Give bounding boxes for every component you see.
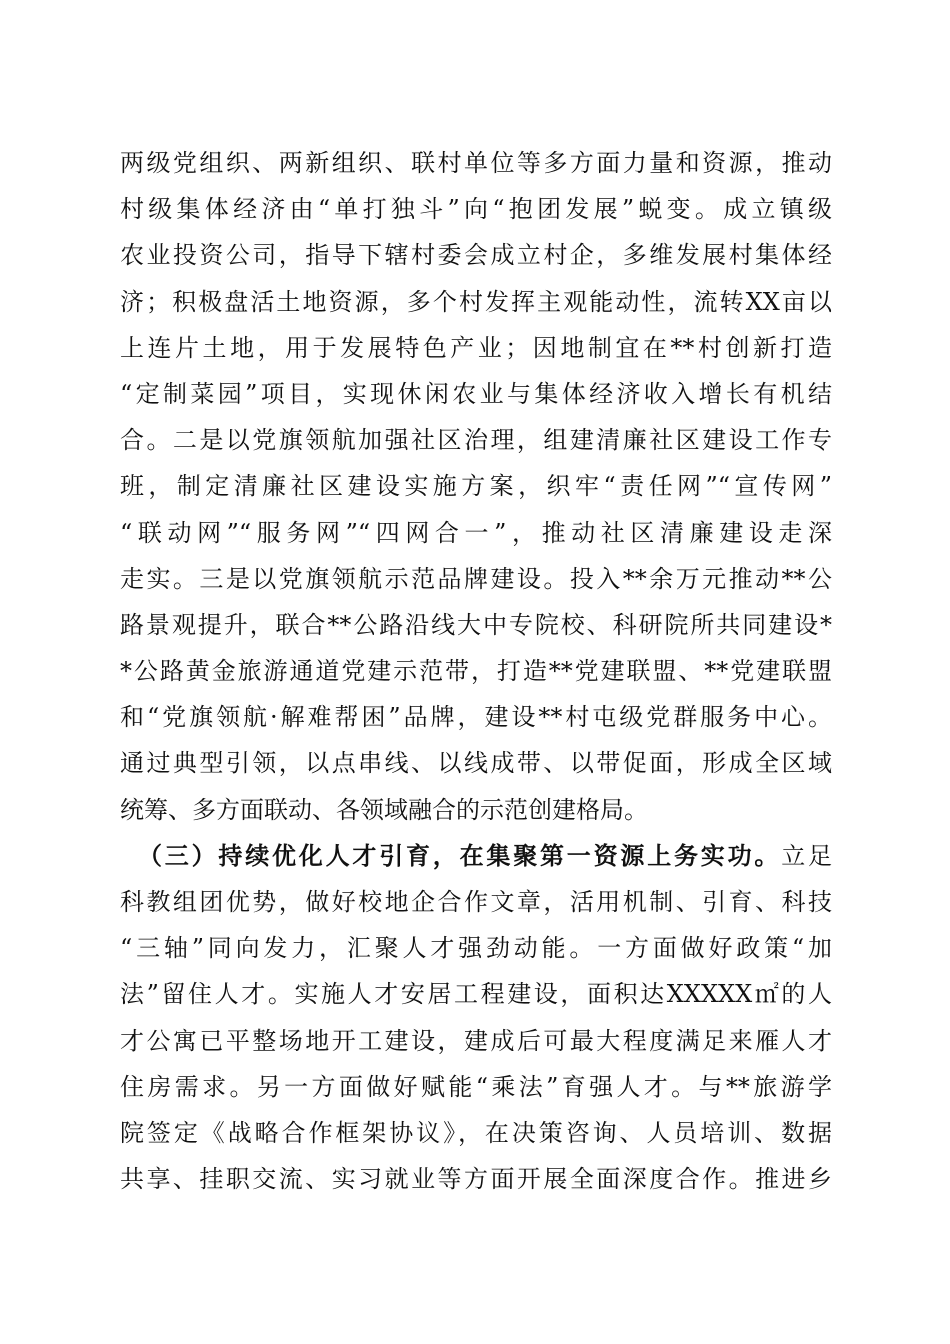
text-line: 住房需求。另一方面做好赋能“乘法”育强人才。与**旅游学 bbox=[120, 1072, 832, 1101]
text-line: 走实。三是以党旗领航示范品牌建设。投入**余万元推动**公 bbox=[120, 564, 832, 593]
text-line: 班，制定清廉社区建设实施方案，织牢“责任网”“宣传网” bbox=[120, 472, 832, 501]
body-text bbox=[120, 140, 832, 1202]
text-line: 上连片土地，用于发展特色产业；因地制宜在**村创新打造 bbox=[120, 333, 832, 362]
text-line: “三轴”同向发力，汇聚人才强劲动能。一方面做好政策“加 bbox=[120, 934, 832, 963]
section-heading: （三）持续优化人才引育，在集聚第一资源上务实功。 bbox=[138, 840, 782, 870]
text-line: 路景观提升，联合**公路沿线大中专院校、科研院所共同建设* bbox=[120, 610, 832, 639]
text-line: 法”留住人才。实施人才安居工程建设，面积达XXXXX㎡的人 bbox=[120, 980, 832, 1009]
text-line: 才公寓已平整场地开工建设，建成后可最大程度满足来雁人才 bbox=[120, 1026, 832, 1055]
text-line: 共享、挂职交流、实习就业等方面开展全面深度合作。推进乡 bbox=[120, 1165, 832, 1194]
text-line: 院签定《战略合作框架协议》，在决策咨询、人员培训、数据 bbox=[120, 1118, 832, 1147]
text-line: 两级党组织、两新组织、联村单位等多方面力量和资源，推动 bbox=[120, 149, 832, 177]
text-line: 合。二是以党旗领航加强社区治理，组建清廉社区建设工作专 bbox=[120, 426, 832, 455]
text-line: 农业投资公司，指导下辖村委会成立村企，多维发展村集体经 bbox=[120, 241, 832, 270]
text-line: 济；积极盘活土地资源，多个村发挥主观能动性，流转XX亩以 bbox=[120, 287, 832, 316]
text-line: 通过典型引领，以点串线、以线成带、以带促面，形成全区域 bbox=[120, 749, 832, 778]
text-line: “定制菜园”项目，实现休闲农业与集体经济收入增长有机结 bbox=[120, 379, 832, 408]
text-line: 村级集体经济由“单打独斗”向“抱团发展”蜕变。成立镇级 bbox=[120, 195, 832, 224]
section-heading-line bbox=[120, 833, 832, 879]
text-line: “联动网”“服务网”“四网合一”，推动社区清廉建设走深 bbox=[120, 518, 832, 547]
text-line: 统筹、多方面联动、各领域融合的示范创建格局。 bbox=[120, 795, 648, 824]
text-line: 和“党旗领航·解难帮困”品牌，建设**村屯级党群服务中心。 bbox=[120, 703, 832, 732]
text-line: 科教组团优势，做好校地企合作文章，活用机制、引育、科技 bbox=[120, 888, 832, 916]
heading-line-rest: 立足 bbox=[781, 841, 833, 870]
text-line: *公路黄金旅游通道党建示范带，打造**党建联盟、**党建联盟 bbox=[120, 657, 832, 686]
